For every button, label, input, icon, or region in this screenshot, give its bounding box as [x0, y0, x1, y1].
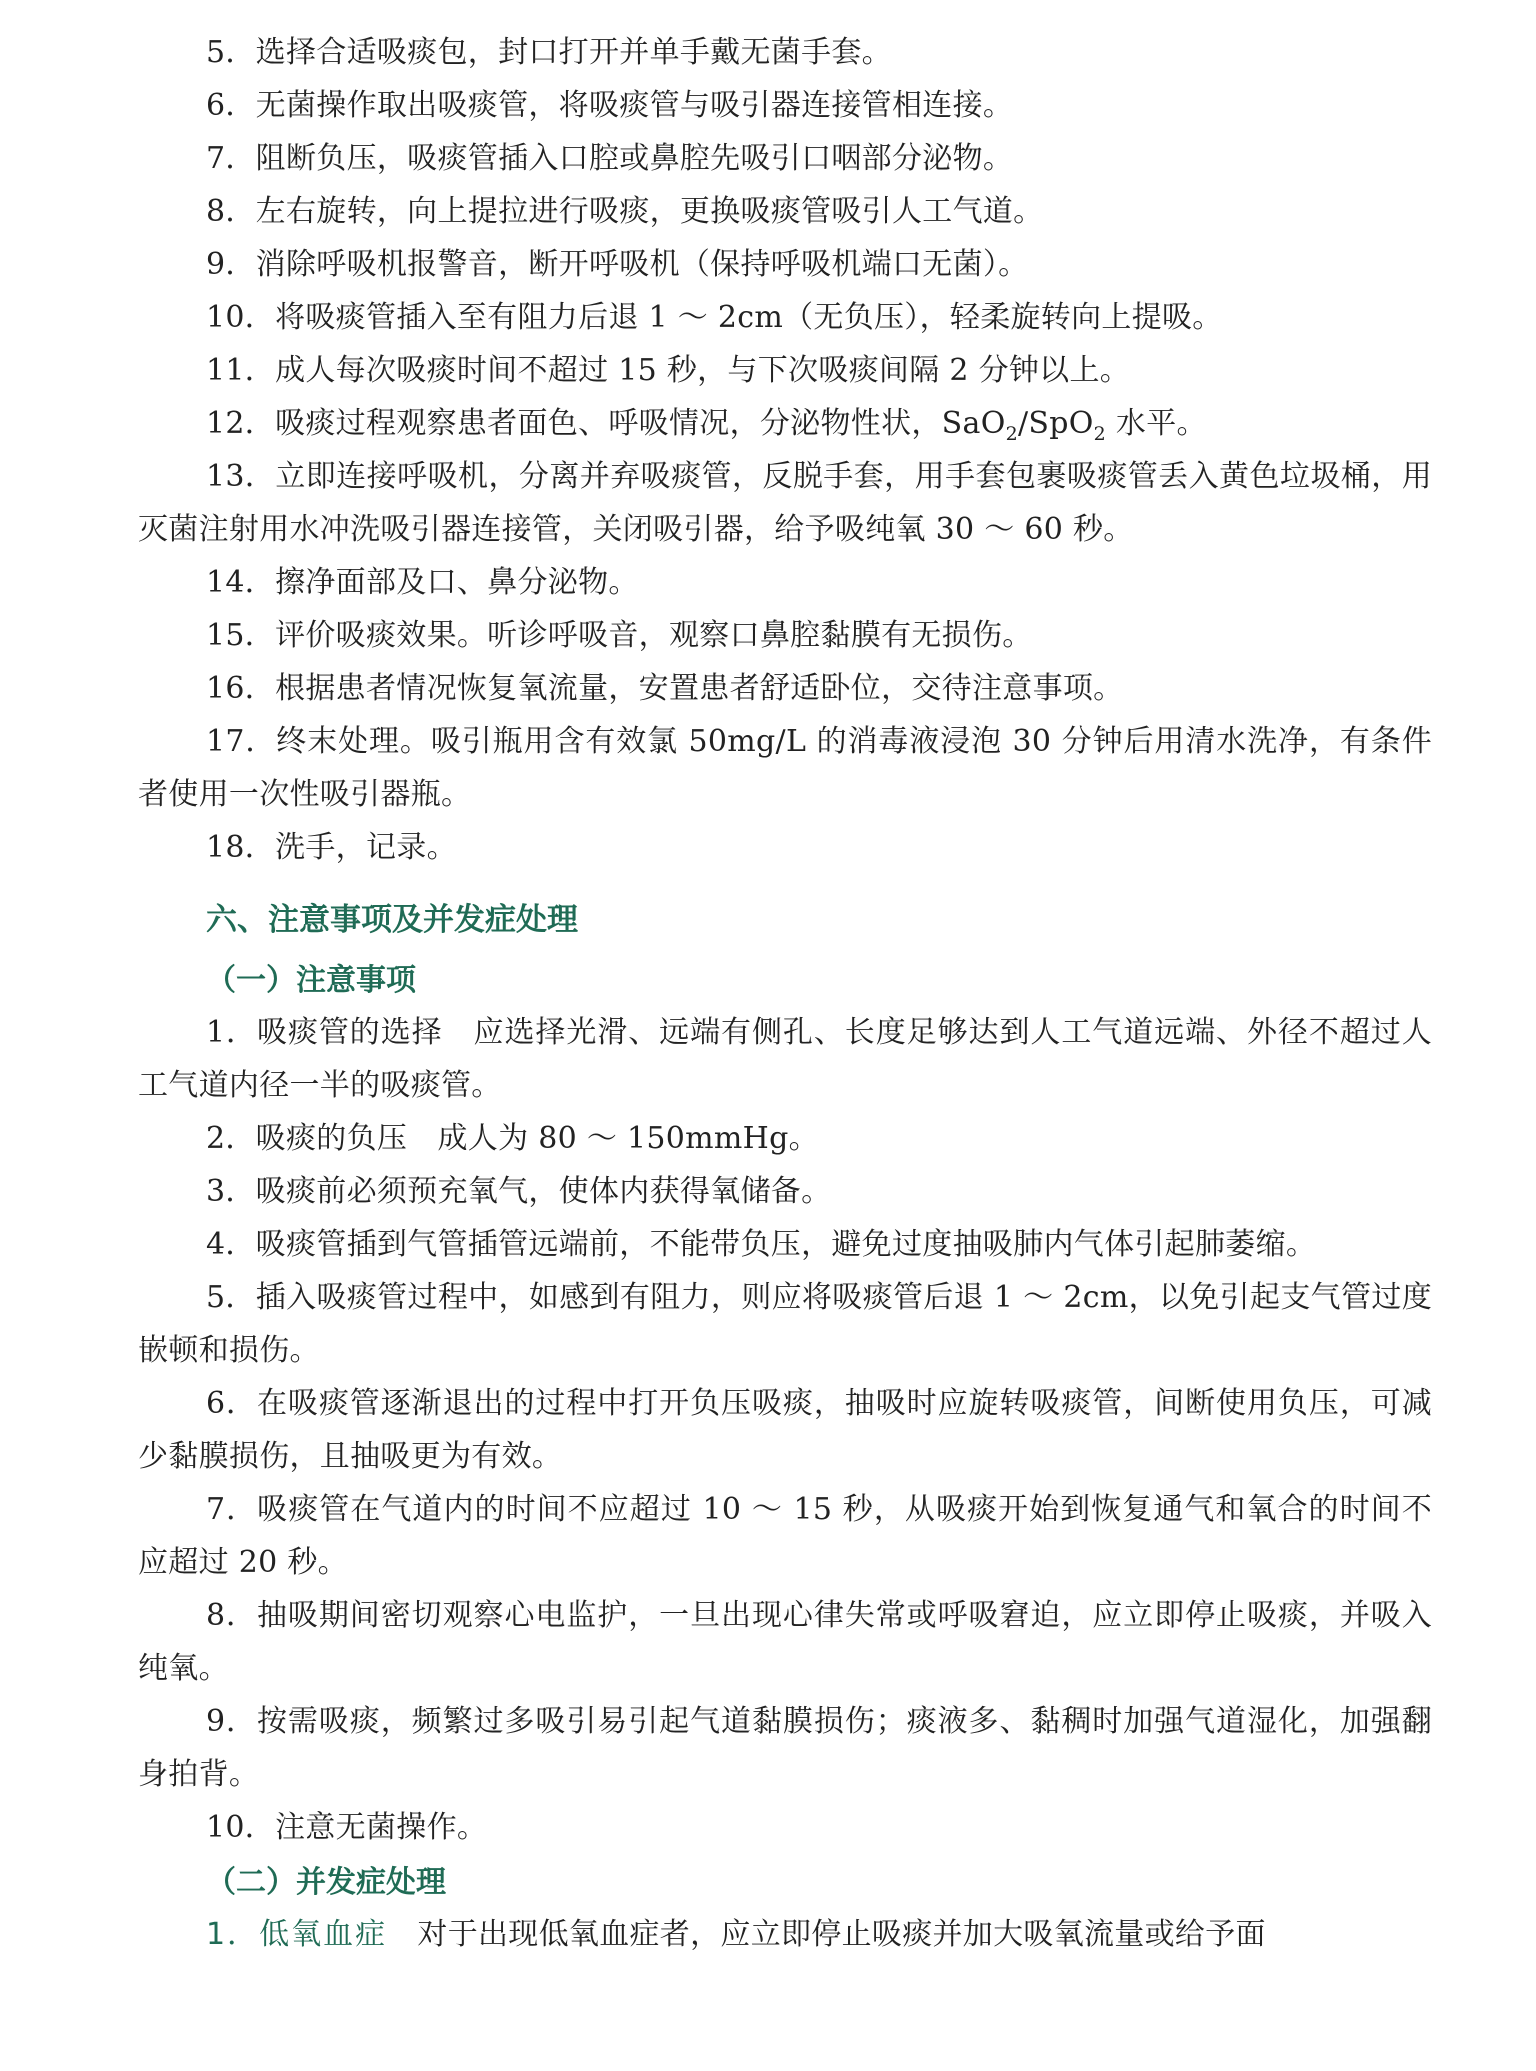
step-item-5: 5．选择合适吸痰包，封口打开并单手戴无菌手套。 [206, 35, 892, 70]
step-item-6: 6．无菌操作取出吸痰管，将吸痰管与吸引器连接管相连接。 [206, 88, 1014, 123]
step-item-15: 15．评价吸痰效果。听诊呼吸音，观察口鼻腔黏膜有无损伤。 [206, 618, 1033, 653]
document-page [138, 26, 1432, 1961]
step-item-11: 11．成人每次吸痰时间不超过 15 秒，与下次吸痰间隔 2 分钟以上。 [206, 353, 1131, 388]
note-item-2: 2．吸痰的负压 成人为 80 ～ 150mmHg。 [206, 1121, 819, 1156]
note-item-9: 9．按需吸痰，频繁过多吸引易引起气道黏膜损伤；痰液多、黏稠时加强气道湿化，加强翻身拍背。 [138, 1704, 1432, 1792]
step-item-17: 17．终末处理。吸引瓶用含有效氯 50mg/L 的消毒液浸泡 30 分钟后用清水洗净，有条件者使用一次性吸引器瓶。 [138, 724, 1432, 812]
subsection-heading-notes: （一）注意事项 [206, 963, 416, 998]
step-item-7: 7．阻断负压，吸痰管插入口腔或鼻腔先吸引口咽部分泌物。 [206, 141, 1014, 176]
note-item-8: 8．抽吸期间密切观察心电监护，一旦出现心律失常或呼吸窘迫，应立即停止吸痰，并吸入纯氧。 [138, 1598, 1432, 1686]
note-item-4: 4．吸痰管插到气管插管远端前，不能带负压，避免过度抽吸肺内气体引起肺萎缩。 [206, 1227, 1317, 1262]
note-item-5: 5．插入吸痰管过程中，如感到有阻力，则应将吸痰管后退 1 ～ 2cm，以免引起支气管过度嵌顿和损伤。 [138, 1280, 1432, 1368]
section-heading-6: 六、注意事项及并发症处理 [206, 902, 578, 938]
note-item-1: 1．吸痰管的选择 应选择光滑、远端有侧孔、长度足够达到人工气道远端、外径不超过人工气道内径一半的吸痰管。 [138, 1015, 1432, 1103]
step-item-10: 10．将吸痰管插入至有阻力后退 1 ～ 2cm（无负压），轻柔旋转向上提吸。 [206, 300, 1223, 335]
step12-sub-a: 2 [1005, 423, 1018, 445]
step-item-13: 13．立即连接呼吸机，分离并弃吸痰管，反脱手套，用手套包裹吸痰管丢入黄色垃圾桶，用灭菌注射用水冲洗吸引器连接管，关闭吸引器，给予吸纯氧 30 ～ 60 秒。 [138, 459, 1432, 547]
step12-text-b: /SpO [1018, 406, 1094, 441]
step-item-9: 9．消除呼吸机报警音，断开呼吸机（保持呼吸机端口无菌）。 [206, 247, 1029, 282]
subsection-heading-complications: （二）并发症处理 [206, 1865, 446, 1900]
step-item-8: 8．左右旋转，向上提拉进行吸痰，更换吸痰管吸引人工气道。 [206, 194, 1044, 229]
step-item-18: 18．洗手，记录。 [206, 830, 457, 865]
step-item-14: 14．擦净面部及口、鼻分泌物。 [206, 565, 639, 600]
note-item-6: 6．在吸痰管逐渐退出的过程中打开负压吸痰，抽吸时应旋转吸痰管，间断使用负压，可减少黏膜损伤，且抽吸更为有效。 [138, 1386, 1432, 1474]
step12-sub-b: 2 [1093, 423, 1107, 445]
complication-text: 对于出现低氧血症者，应立即停止吸痰并加大吸氧流量或给予面 [387, 1917, 1266, 1952]
step-item-12 [138, 397, 1432, 450]
step12-text-a: 12．吸痰过程观察患者面色、呼吸情况，分泌物性状，SaO [206, 406, 1006, 441]
note-item-7: 7．吸痰管在气道内的时间不应超过 10 ～ 15 秒，从吸痰开始到恢复通气和氧合的时间不应超过 20 秒。 [138, 1492, 1432, 1580]
complication-item-1 [138, 1908, 1432, 1961]
note-item-3: 3．吸痰前必须预充氧气，使体内获得氧储备。 [206, 1174, 832, 1209]
step12-text-c: 水平。 [1106, 406, 1207, 441]
step-item-16: 16．根据患者情况恢复氧流量，安置患者舒适卧位，交待注意事项。 [206, 671, 1124, 706]
complication-label: 1．低氧血症 [206, 1917, 388, 1952]
note-item-10: 10．注意无菌操作。 [206, 1810, 488, 1845]
